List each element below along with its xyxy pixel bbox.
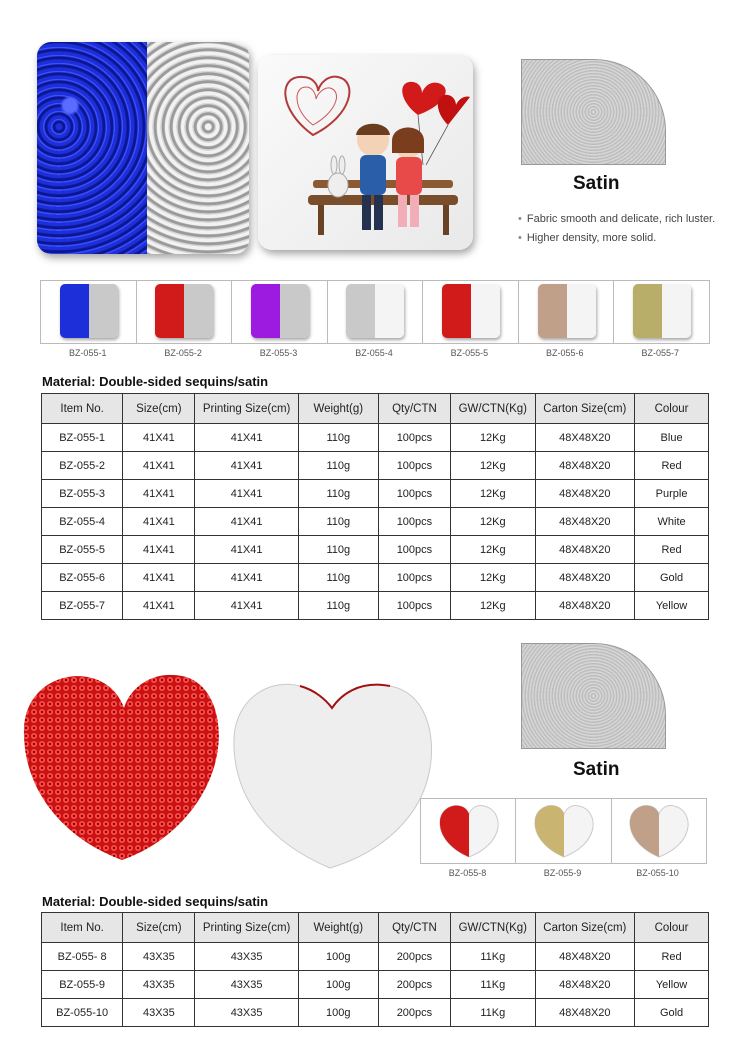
variant-thumbnail: [328, 281, 424, 343]
table-cell: Purple: [635, 480, 709, 508]
table-cell: 41X41: [123, 508, 195, 536]
table-cell: 200pcs: [378, 971, 450, 999]
table-cell: 41X41: [195, 536, 298, 564]
table-header-row: [42, 913, 709, 943]
table-cell: 43X35: [123, 971, 195, 999]
satin-fabric-swatch: [521, 59, 666, 165]
table-cell: 41X41: [123, 564, 195, 592]
variant-thumbnail: [519, 281, 615, 343]
couple-print-illustration: [258, 55, 473, 250]
table-cell: 200pcs: [378, 999, 450, 1027]
red-sequin-heart-photo: [22, 668, 222, 864]
heart-mini-icon: [628, 803, 690, 859]
colour-variants-strip: [40, 280, 710, 344]
table-cell: BZ-055- 8: [42, 943, 123, 971]
mini-pillow-icon: [155, 284, 213, 338]
white-satin-heart-photo: [230, 678, 438, 870]
material-title-2: Material: Double-sided sequins/satin: [42, 894, 269, 909]
mini-pillow-icon: [442, 284, 500, 338]
table-row: [42, 424, 709, 452]
table-row: [42, 452, 709, 480]
feature-bullet-2: • Higher density, more solid.: [518, 232, 656, 244]
table-cell: 48X48X20: [535, 971, 635, 999]
table-cell: 100pcs: [378, 592, 450, 620]
column-header: Item No.: [42, 394, 123, 424]
mini-pillow-icon: [346, 284, 404, 338]
table-cell: Yellow: [635, 971, 709, 999]
printed-couple-pillow-photo: [258, 55, 473, 250]
variant-code: BZ-055-6: [546, 348, 584, 358]
table-cell: 41X41: [123, 480, 195, 508]
column-header: Colour: [635, 913, 709, 943]
heart-mini-icon: [438, 803, 500, 859]
table-cell: 12Kg: [451, 480, 536, 508]
table-row: [42, 999, 709, 1027]
mini-pillow-icon: [538, 284, 596, 338]
variant-thumbnail: [614, 281, 709, 343]
table-cell: BZ-055-5: [42, 536, 123, 564]
heart-variant-codes-row: [420, 868, 705, 878]
table-cell: 100pcs: [378, 480, 450, 508]
table-cell: BZ-055-2: [42, 452, 123, 480]
table-cell: 12Kg: [451, 452, 536, 480]
variant-code: BZ-055-1: [68, 348, 107, 358]
table-cell: 48X48X20: [535, 452, 635, 480]
variant-thumbnail: [612, 799, 706, 863]
column-header: Printing Size(cm): [195, 394, 298, 424]
mini-pillow-icon: [60, 284, 118, 338]
table-cell: 43X35: [195, 999, 298, 1027]
spec-table-heart: [41, 912, 709, 1027]
table-cell: Blue: [635, 424, 709, 452]
table-row: [42, 564, 709, 592]
table-cell: 43X35: [195, 971, 298, 999]
table-cell: 100g: [298, 971, 378, 999]
table-cell: 110g: [298, 536, 378, 564]
table-cell: Red: [635, 536, 709, 564]
table-cell: 48X48X20: [535, 999, 635, 1027]
column-header: GW/CTN(Kg): [451, 394, 536, 424]
table-cell: 43X35: [195, 943, 298, 971]
heart-mini-icon: [533, 803, 595, 859]
table-cell: Yellow: [635, 592, 709, 620]
column-header: Weight(g): [298, 394, 378, 424]
table-cell: 100g: [298, 943, 378, 971]
table-cell: 11Kg: [451, 971, 536, 999]
table-cell: 11Kg: [451, 943, 536, 971]
table-cell: 12Kg: [451, 508, 536, 536]
table-cell: 48X48X20: [535, 480, 635, 508]
table-cell: BZ-055-3: [42, 480, 123, 508]
variant-code: BZ-055-10: [636, 868, 679, 878]
variant-code: BZ-055-4: [355, 348, 393, 358]
table-cell: 48X48X20: [535, 508, 635, 536]
variant-thumbnail: [232, 281, 328, 343]
table-cell: 43X35: [123, 999, 195, 1027]
mini-pillow-icon: [251, 284, 309, 338]
table-cell: 100pcs: [378, 536, 450, 564]
table-cell: BZ-055-4: [42, 508, 123, 536]
table-row: [42, 480, 709, 508]
table-cell: 41X41: [123, 452, 195, 480]
column-header: GW/CTN(Kg): [451, 913, 536, 943]
table-cell: 41X41: [195, 508, 298, 536]
variant-codes-row: [40, 348, 708, 358]
column-header: Colour: [635, 394, 709, 424]
table-cell: 110g: [298, 564, 378, 592]
variant-code: BZ-055-8: [448, 868, 487, 878]
table-cell: Gold: [635, 999, 709, 1027]
column-header: Carton Size(cm): [535, 913, 635, 943]
feature-bullet-1: • Fabric smooth and delicate, rich luster.: [518, 213, 715, 225]
variant-code: BZ-055-5: [450, 348, 489, 358]
table-cell: Gold: [635, 564, 709, 592]
variant-thumbnail: [41, 281, 137, 343]
table-cell: 12Kg: [451, 424, 536, 452]
column-header: Item No.: [42, 913, 123, 943]
table-cell: 48X48X20: [535, 592, 635, 620]
table-cell: 11Kg: [451, 999, 536, 1027]
table-row: [42, 592, 709, 620]
mini-pillow-icon: [633, 284, 691, 338]
table-cell: 100pcs: [378, 564, 450, 592]
table-cell: White: [635, 508, 709, 536]
table-cell: 12Kg: [451, 592, 536, 620]
table-cell: 110g: [298, 452, 378, 480]
table-cell: 48X48X20: [535, 564, 635, 592]
material-title: Material: Double-sided sequins/satin: [42, 374, 269, 389]
table-cell: 41X41: [195, 424, 298, 452]
column-header: Size(cm): [123, 394, 195, 424]
column-header: Printing Size(cm): [195, 913, 298, 943]
heart-variants-strip: [420, 798, 707, 864]
column-header: Carton Size(cm): [535, 394, 635, 424]
satin-label-2: Satin: [573, 759, 620, 780]
table-cell: 41X41: [195, 480, 298, 508]
table-cell: 110g: [298, 592, 378, 620]
table-cell: BZ-055-10: [42, 999, 123, 1027]
table-row: [42, 943, 709, 971]
table-row: [42, 536, 709, 564]
variant-code: BZ-055-9: [543, 868, 582, 878]
table-cell: 48X48X20: [535, 943, 635, 971]
table-cell: 41X41: [123, 424, 195, 452]
variant-thumbnail: [516, 799, 611, 863]
table-cell: 100pcs: [378, 424, 450, 452]
table-cell: BZ-055-1: [42, 424, 123, 452]
table-cell: 41X41: [195, 564, 298, 592]
variant-thumbnail: [423, 281, 519, 343]
satin-fabric-swatch-2: [521, 643, 666, 749]
table-cell: BZ-055-7: [42, 592, 123, 620]
table-row: [42, 971, 709, 999]
table-cell: 41X41: [195, 452, 298, 480]
variant-thumbnail: [421, 799, 516, 863]
column-header: Weight(g): [298, 913, 378, 943]
table-cell: 110g: [298, 480, 378, 508]
table-cell: 48X48X20: [535, 424, 635, 452]
column-header: Qty/CTN: [378, 913, 450, 943]
table-cell: BZ-055-6: [42, 564, 123, 592]
table-cell: 41X41: [123, 536, 195, 564]
table-cell: 100g: [298, 999, 378, 1027]
variant-code: BZ-055-7: [641, 348, 679, 358]
column-header: Qty/CTN: [378, 394, 450, 424]
variant-code: BZ-055-2: [164, 348, 202, 358]
table-cell: 43X35: [123, 943, 195, 971]
table-cell: 110g: [298, 424, 378, 452]
table-cell: 41X41: [123, 592, 195, 620]
table-cell: 200pcs: [378, 943, 450, 971]
satin-label: Satin: [573, 173, 620, 194]
table-cell: 110g: [298, 508, 378, 536]
table-cell: 48X48X20: [535, 536, 635, 564]
sequin-pillow-blue-silver-photo: [37, 42, 249, 254]
table-cell: 41X41: [195, 592, 298, 620]
variant-thumbnail: [137, 281, 233, 343]
table-header-row: [42, 394, 709, 424]
table-cell: 100pcs: [378, 508, 450, 536]
table-cell: 12Kg: [451, 536, 536, 564]
table-cell: Red: [635, 943, 709, 971]
variant-code: BZ-055-3: [259, 348, 298, 358]
table-row: [42, 508, 709, 536]
table-cell: 12Kg: [451, 564, 536, 592]
spec-table-square: [41, 393, 709, 620]
table-cell: Red: [635, 452, 709, 480]
table-cell: 100pcs: [378, 452, 450, 480]
column-header: Size(cm): [123, 913, 195, 943]
table-cell: BZ-055-9: [42, 971, 123, 999]
